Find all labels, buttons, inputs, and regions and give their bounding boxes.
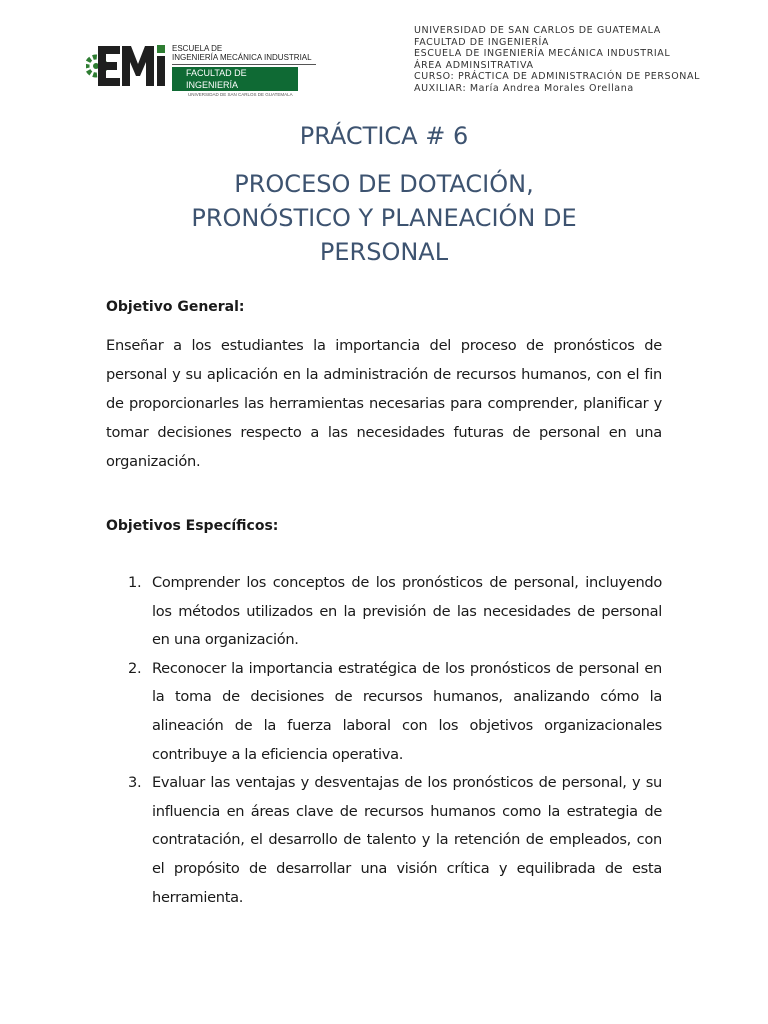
list-item <box>106 769 662 912</box>
title-line-2: PRONÓSTICO Y PLANEACIÓN DE <box>191 204 577 232</box>
logo-wordmark <box>172 44 316 98</box>
list-item-number: 2. <box>128 659 142 677</box>
list-item-number: 1. <box>128 574 142 591</box>
document-title <box>0 167 768 269</box>
school-logo <box>86 40 316 97</box>
logo-line-universidad: UNIVERSIDAD DE SAN CARLOS DE GUATEMALA <box>188 92 293 97</box>
general-objective-text: Enseñar a los estudiantes la importancia del proceso de pronósticos de personal y su aplicación en la administración de recursos humanos, con el fin de proporcionarles las herramientas necesarias para comprender, planificar y tomar decisiones respecto a las necesidades futuras de personal en una organización. <box>106 337 662 470</box>
general-objective-heading: Objetivo General: <box>106 299 245 315</box>
logo-line-ingenieria: INGENIERÍA MECÁNICA INDUSTRIAL <box>172 53 316 65</box>
specific-objectives-heading: Objetivos Específicos: <box>106 518 279 534</box>
list-item-text: Reconocer la importancia estratégica de los pronósticos de personal en la toma de decisiones de recursos humanos, analizando cómo la alineación de la fuerza laboral con los objetivos organizacionales contribuye a la eficiencia operativa. <box>152 659 662 763</box>
practice-number-title: PRÁCTICA # 6 <box>299 122 469 150</box>
list-item <box>106 655 662 769</box>
header-line-school: ESCUELA DE INGENIERÍA MECÁNICA INDUSTRIAL <box>414 48 671 60</box>
title-line-1: PROCESO DE DOTACIÓN, <box>234 170 534 198</box>
logo-line-escuela: ESCUELA DE <box>172 44 223 53</box>
list-item-text: Comprender los conceptos de los pronósticos de personal, incluyendo los métodos utilizados en la previsión de las necesidades de personal en una organización. <box>152 574 662 649</box>
emi-logo-mark-icon <box>86 42 170 90</box>
header-line-university: UNIVERSIDAD DE SAN CARLOS DE GUATEMALA <box>414 25 661 36</box>
header-info <box>414 25 744 95</box>
logo-line-facultad: FACULTAD DE INGENIERÍA <box>172 67 298 91</box>
list-item <box>106 569 662 655</box>
title-line-3: PERSONAL <box>319 238 449 266</box>
header-line-assistant: AUXILIAR: María Andrea Morales Orellana <box>414 82 634 94</box>
header-line-course: CURSO: PRÁCTICA DE ADMINISTRACIÓN DE PERSONAL <box>414 71 700 83</box>
list-item-number: 3. <box>128 774 142 792</box>
specific-objectives-list <box>106 569 662 912</box>
header-line-area: ÁREA ADMINSITRATIVA <box>414 59 534 71</box>
list-item-text: Evaluar las ventajas y desventajas de los pronósticos de personal, y su influencia en áreas clave de recursos humanos como la estrategia de contratación, el desarrollo de talento y la retención de empleados, con el propósito de desarrollar una visión crítica y equilibrada de esta herramienta. <box>152 774 662 906</box>
header-line-faculty: FACULTAD DE INGENIERÍA <box>414 36 550 48</box>
